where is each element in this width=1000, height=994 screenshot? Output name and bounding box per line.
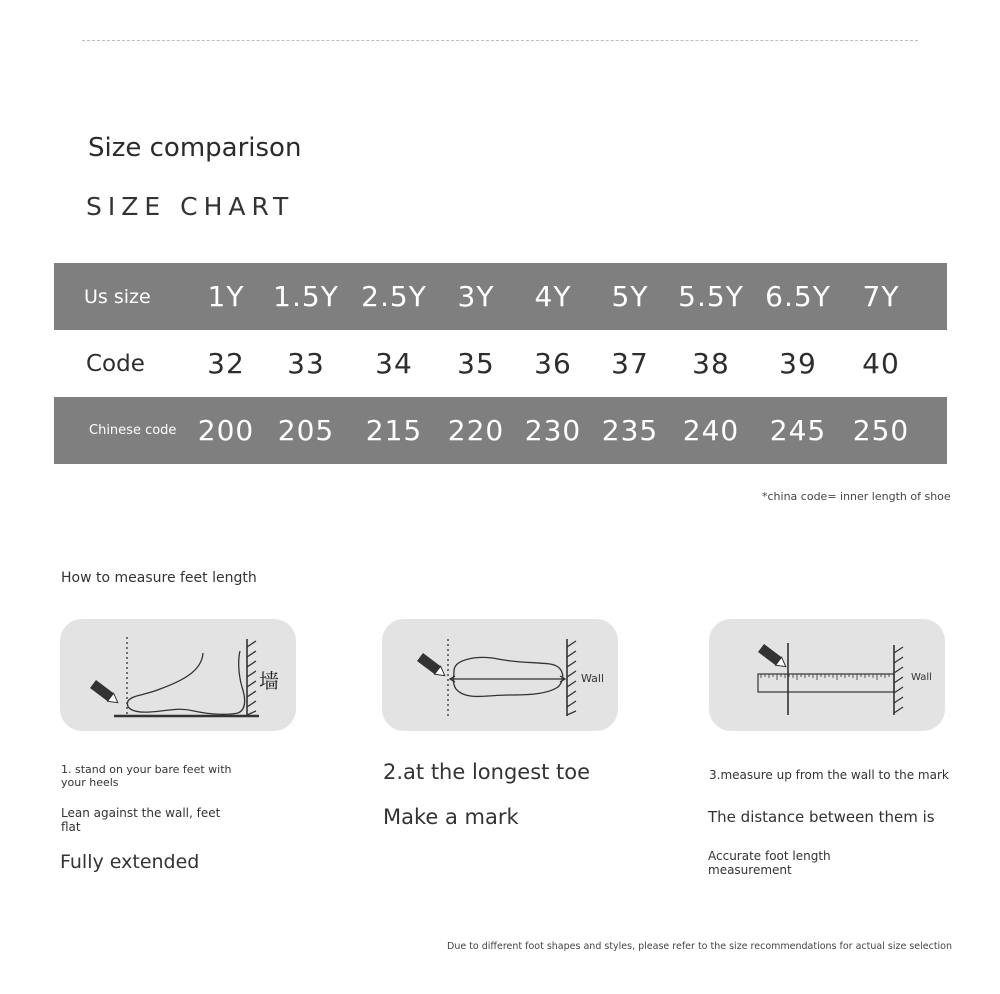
chinese-code-cell: 220 bbox=[447, 414, 505, 447]
us-size-cell: 2.5Y bbox=[361, 280, 427, 313]
us-size-cell: 5Y bbox=[611, 280, 649, 313]
page-subtitle: SIZE CHART bbox=[86, 192, 295, 221]
step1-instruction: 1. stand on your bare feet with your heels bbox=[61, 763, 232, 790]
wall-hatch bbox=[567, 641, 576, 715]
china-code-note: *china code= inner length of shoe bbox=[762, 490, 951, 503]
chinese-code-cell: 200 bbox=[197, 414, 255, 447]
step2-detail: Make a mark bbox=[383, 805, 519, 829]
wall-hatch bbox=[894, 647, 903, 713]
chinese-code-cell: 250 bbox=[852, 414, 910, 447]
page-title: Size comparison bbox=[88, 133, 302, 163]
us-size-cell: 1Y bbox=[207, 280, 245, 313]
code-cell: 36 bbox=[534, 347, 572, 380]
code-cell: 33 bbox=[287, 347, 325, 380]
code-cell: 35 bbox=[457, 347, 495, 380]
measure-illustration-1 bbox=[60, 619, 296, 731]
step1-detail: Lean against the wall, feet flat bbox=[61, 806, 221, 835]
us-size-cell: 3Y bbox=[457, 280, 495, 313]
pencil-icon bbox=[417, 653, 448, 680]
us-size-cell: 1.5Y bbox=[273, 280, 339, 313]
size-table bbox=[54, 263, 947, 464]
foot-icon bbox=[127, 651, 244, 714]
ruler-ticks bbox=[761, 674, 889, 680]
measure-illustration-3 bbox=[709, 619, 945, 731]
chinese-code-cell: 205 bbox=[277, 414, 335, 447]
ruler-icon bbox=[758, 674, 894, 692]
code-cell: 34 bbox=[375, 347, 413, 380]
step1-emphasis: Fully extended bbox=[60, 851, 200, 873]
wall-label: Wall bbox=[911, 672, 932, 683]
us-size-cell: 4Y bbox=[534, 280, 572, 313]
pencil-icon bbox=[758, 644, 789, 671]
us-size-row bbox=[54, 263, 947, 330]
row-label-us-size: Us size bbox=[84, 285, 151, 308]
us-size-cell: 5.5Y bbox=[678, 280, 744, 313]
chinese-code-cell: 230 bbox=[524, 414, 582, 447]
step2-instruction: 2.at the longest toe bbox=[383, 760, 591, 784]
measure-section-title: How to measure feet length bbox=[61, 570, 257, 586]
us-size-cell: 6.5Y bbox=[765, 280, 831, 313]
step3-instruction: 3.measure up from the wall to the mark bbox=[709, 768, 949, 782]
chinese-code-cell: 245 bbox=[769, 414, 827, 447]
chinese-code-cell: 215 bbox=[365, 414, 423, 447]
row-label-chinese-code: Chinese code bbox=[89, 423, 177, 438]
code-cell: 37 bbox=[611, 347, 649, 380]
chinese-code-row bbox=[54, 397, 947, 464]
us-size-cell: 7Y bbox=[862, 280, 900, 313]
foot-icon bbox=[454, 658, 563, 697]
wall-label: 墙 bbox=[259, 669, 279, 693]
chinese-code-cell: 240 bbox=[682, 414, 740, 447]
step3-result: Accurate foot length measurement bbox=[708, 849, 831, 878]
code-cell: 40 bbox=[862, 347, 900, 380]
ruler-illustration bbox=[709, 619, 945, 731]
measure-illustration-2 bbox=[382, 619, 618, 731]
top-divider bbox=[82, 40, 918, 41]
wall-label: Wall bbox=[581, 672, 605, 685]
pencil-icon bbox=[90, 680, 121, 707]
code-cell: 38 bbox=[692, 347, 730, 380]
step3-detail: The distance between them is bbox=[708, 808, 935, 826]
wall-hatch bbox=[247, 641, 256, 715]
code-cell: 32 bbox=[207, 347, 245, 380]
footer-note: Due to different foot shapes and styles, please refer to the size recommendations for actual size selection bbox=[447, 941, 953, 952]
code-row bbox=[54, 330, 947, 397]
chinese-code-cell: 235 bbox=[601, 414, 659, 447]
code-cell: 39 bbox=[779, 347, 817, 380]
row-label-code: Code bbox=[86, 350, 145, 377]
